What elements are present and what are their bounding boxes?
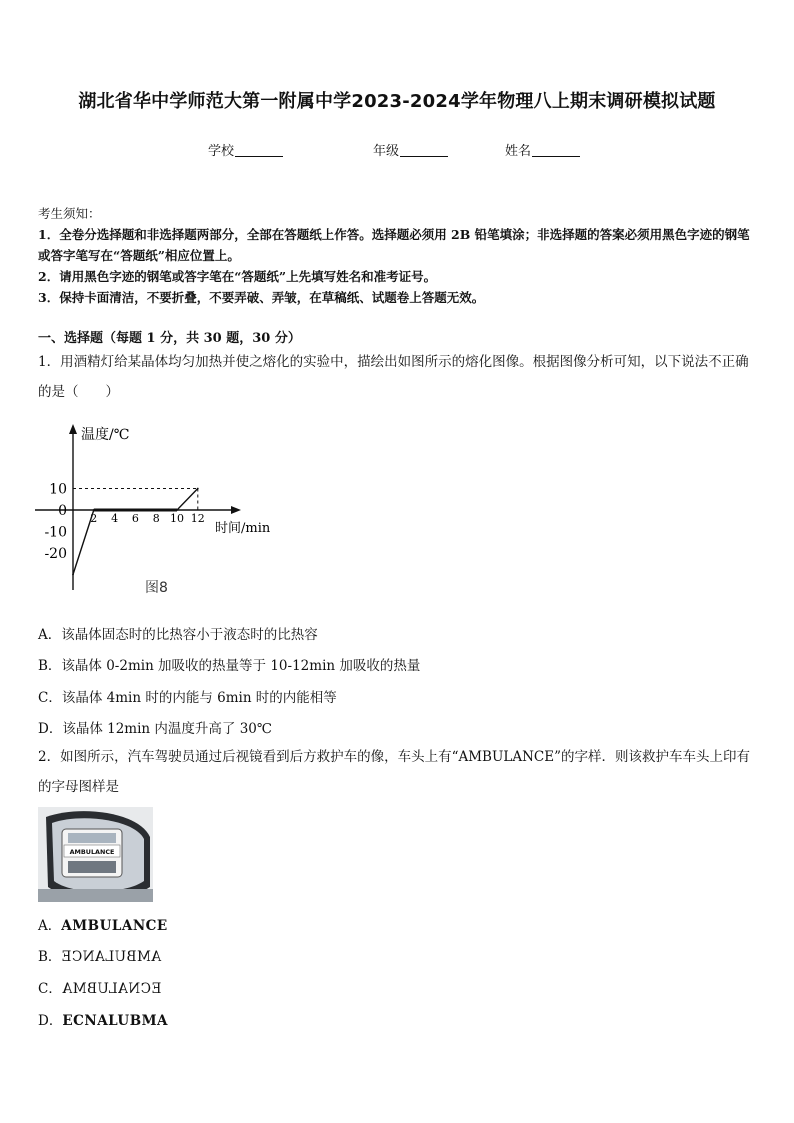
name-label: 姓名: [505, 144, 532, 159]
data-point: [197, 488, 199, 490]
x-tick-label: 4: [111, 512, 119, 525]
ambulance-photo-text: AMBULANCE: [69, 848, 115, 856]
q2-option-d-letter: D．: [38, 1013, 63, 1029]
x-axis-label: 时间/min: [215, 521, 271, 536]
melting-graph: [35, 420, 295, 600]
x-tick-label: 6: [131, 512, 139, 525]
school-label: 学校: [208, 144, 235, 159]
y-axis-label: 温度/℃: [81, 427, 130, 443]
page-title: 湖北省华中学师范大第一附属中学2023-2024学年物理八上期末调研模拟试题: [78, 91, 716, 112]
q1-option-b[interactable]: B．该晶体 0-2min 加吸收的热量等于 10-12min 加吸收的热量: [38, 658, 421, 674]
notice-item: 2．请用黑色字迹的钢笔或答字笔在“答题纸”上先填写姓名和准考证号。: [38, 269, 437, 284]
x-tick-label: 2: [90, 512, 98, 525]
x-axis-arrow: [231, 506, 241, 514]
school-field[interactable]: [208, 140, 283, 159]
q2-option-c-text: ECNALUBMA: [61, 981, 162, 997]
q2-option-c-letter: C．: [38, 981, 62, 997]
y-tick-label: -20: [44, 546, 67, 562]
notice-heading: 考生须知：: [38, 206, 101, 221]
q2-option-d-text: ECNALUBMA: [62, 1013, 169, 1029]
q2-option-a[interactable]: [38, 914, 168, 934]
name-blank[interactable]: [532, 143, 580, 157]
y-tick-label: 0: [58, 503, 67, 519]
q1-option-d[interactable]: D．该晶体 12min 内温度升高了 30℃: [38, 721, 272, 737]
question-2-stem: 2．如图所示，汽车驾驶员通过后视镜看到后方救护车的像，车头上有“AMBULANCE”的字样．则该救护车车头上印有的字母图样是: [38, 749, 750, 795]
chart-plot-area: [35, 424, 271, 596]
q2-option-b-letter: B．: [38, 949, 62, 965]
question-1-stem: 1．用酒精灯给某晶体均匀加热并使之熔化的实验中，描绘出如图所示的熔化图像。根据图像分析可知，以下说法不正确的是（ ）: [38, 354, 749, 400]
q2-option-c[interactable]: [38, 977, 161, 997]
q1-option-a[interactable]: A．该晶体固态时的比热容小于液态时的比热容: [38, 627, 318, 643]
y-tick-label: -10: [44, 524, 67, 541]
melting-curve: [73, 489, 198, 575]
q1-option-c[interactable]: C．该晶体 4min 时的内能与 6min 时的内能相等: [38, 690, 337, 706]
figure-caption: 图8: [145, 580, 168, 596]
x-tick-label: 12: [190, 512, 205, 525]
q2-option-b-text: AMBULANCE: [61, 949, 162, 965]
x-tick-label: 10: [170, 512, 184, 525]
section-heading: 一、选择题（每题 1 分，共 30 题，30 分）: [38, 331, 301, 346]
school-blank[interactable]: [235, 143, 283, 157]
grade-field[interactable]: [373, 140, 448, 159]
notice-item: 3．保持卡面清洁，不要折叠，不要弄破、弄皱，在草稿纸、试题卷上答题无效。: [38, 290, 485, 305]
q2-option-a-letter: A．: [38, 918, 62, 934]
notice-item: 1．全卷分选择题和非选择题两部分，全部在答题纸上作答。选择题必须用 2B 铅笔填涂；非选择题的答案必须用黑色字迹的钢笔或答字笔写在“答题纸”相应位置上。: [38, 227, 750, 263]
q2-option-a-text: AMBULANCE: [61, 918, 168, 934]
exam-notice: [38, 203, 760, 308]
name-field[interactable]: [505, 140, 580, 159]
rearview-mirror-photo: [38, 807, 153, 902]
grade-blank[interactable]: [400, 143, 448, 157]
x-tick-label: 8: [152, 512, 160, 525]
data-point: [72, 574, 74, 576]
q2-option-b[interactable]: [38, 945, 162, 965]
grade-label: 年级: [373, 144, 400, 159]
y-axis-arrow: [69, 424, 77, 434]
y-tick-label: 10: [49, 481, 67, 498]
q2-option-d[interactable]: [38, 1009, 168, 1029]
